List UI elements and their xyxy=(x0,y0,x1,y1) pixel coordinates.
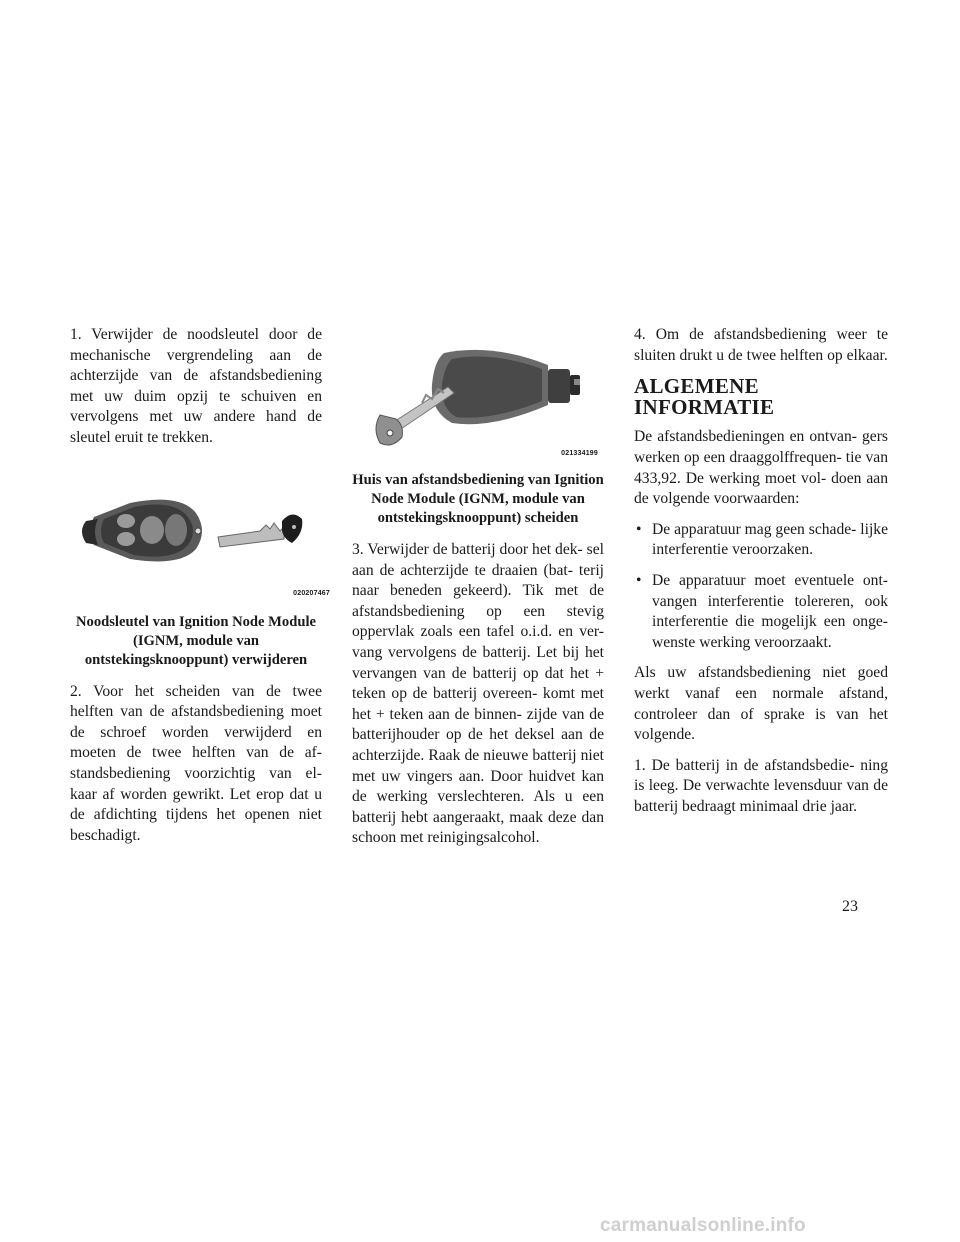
figure-caption: Huis van afstandsbediening van Ignition Node Module (IGNM, module van ontstekingsknooppunt) scheiden xyxy=(352,472,604,526)
figure-emergency-key xyxy=(70,491,330,609)
figure-caption: Noodsleutel van Ignition Node Module (IGNM, module van ontstekingsknooppunt) verwijderen xyxy=(75,613,316,668)
key-fob-with-emergency-key-icon xyxy=(70,491,322,609)
section-heading: ALGEMENE INFORMATIE xyxy=(634,374,775,419)
list-item: • De apparatuur moet eventuele ont- vangen interferentie tolereren, ook interferentie die mogelijk een onge- wenste werking veroorzaakt. xyxy=(634,571,888,653)
figure-code: 021334199 xyxy=(561,450,598,458)
list-item: • De apparatuur mag geen schade- lijke interferentie veroorzaken. xyxy=(634,520,888,561)
intro-paragraph: De afstandsbedieningen en ontvan- gers werken op een draaggolffrequen- tie van 433,92. De werking moet vol- doen aan de volgende voorwaarden: xyxy=(634,428,888,508)
column-right xyxy=(634,325,888,827)
figure-code: 020207467 xyxy=(293,589,330,597)
column-left xyxy=(70,325,330,856)
figure-separating-fob xyxy=(352,345,604,467)
requirements-list xyxy=(634,520,888,654)
step-4-paragraph: 4. Om de afstandsbediening weer te sluiten drukt u de twee helften op elkaar. xyxy=(634,326,888,364)
step-1-paragraph: 1. Verwijder de noodsleutel door de mechanische vergrendeling aan de achterzijde van de afstandsbediening met uw duim opzij te schuiven en vervolgens met uw andere hand de sleutel eruit te trekken. xyxy=(70,326,322,446)
watermark: carmanualsonline.info xyxy=(600,1215,806,1236)
column-middle xyxy=(352,345,604,859)
battery-paragraph: 1. De batterij in de afstandsbedie- ning is leeg. De verwachte levensduur van de batterij bedraagt minimaal drie jaar. xyxy=(634,756,888,815)
step-3-paragraph: 3. Verwijder de batterij door het dek- sel aan de achterzijde te draaien (bat- terij naar beneden gekeerd). Tik met de afstandsbediening op een stevig oppervlak zoals een tafel o.i.d. en ver- vang vervolgens de batterij. Let bij het vervangen van de batterij op dat het + teken op de batterij overeen- komt met het + teken aan de binnen- zijde van de batterijhouder op de het deksel aan de achterzijde. Raak de nieuwe batterij niet met uw vingers aan. Door huidvet kan de werking verslechteren. Als u een batterij hebt aangeraakt, maak deze dan schoon met reinigingsalcohol. xyxy=(352,541,604,847)
troubleshoot-paragraph: Als uw afstandsbediening niet goed werkt vanaf een normale afstand, controleer dan of sprake is van het volgende. xyxy=(634,664,888,744)
page-number: 23 xyxy=(842,898,858,915)
step-2-paragraph: 2. Voor het scheiden van de twee helften van de afstandsbediening moet de schroef worden verwijderd en moeten de twee helften van de af- standsbediening voorzichtig van el- kaar af worden gewrikt. Let erop dat u de afdichting tijdens het openen niet beschadigt. xyxy=(70,682,322,844)
